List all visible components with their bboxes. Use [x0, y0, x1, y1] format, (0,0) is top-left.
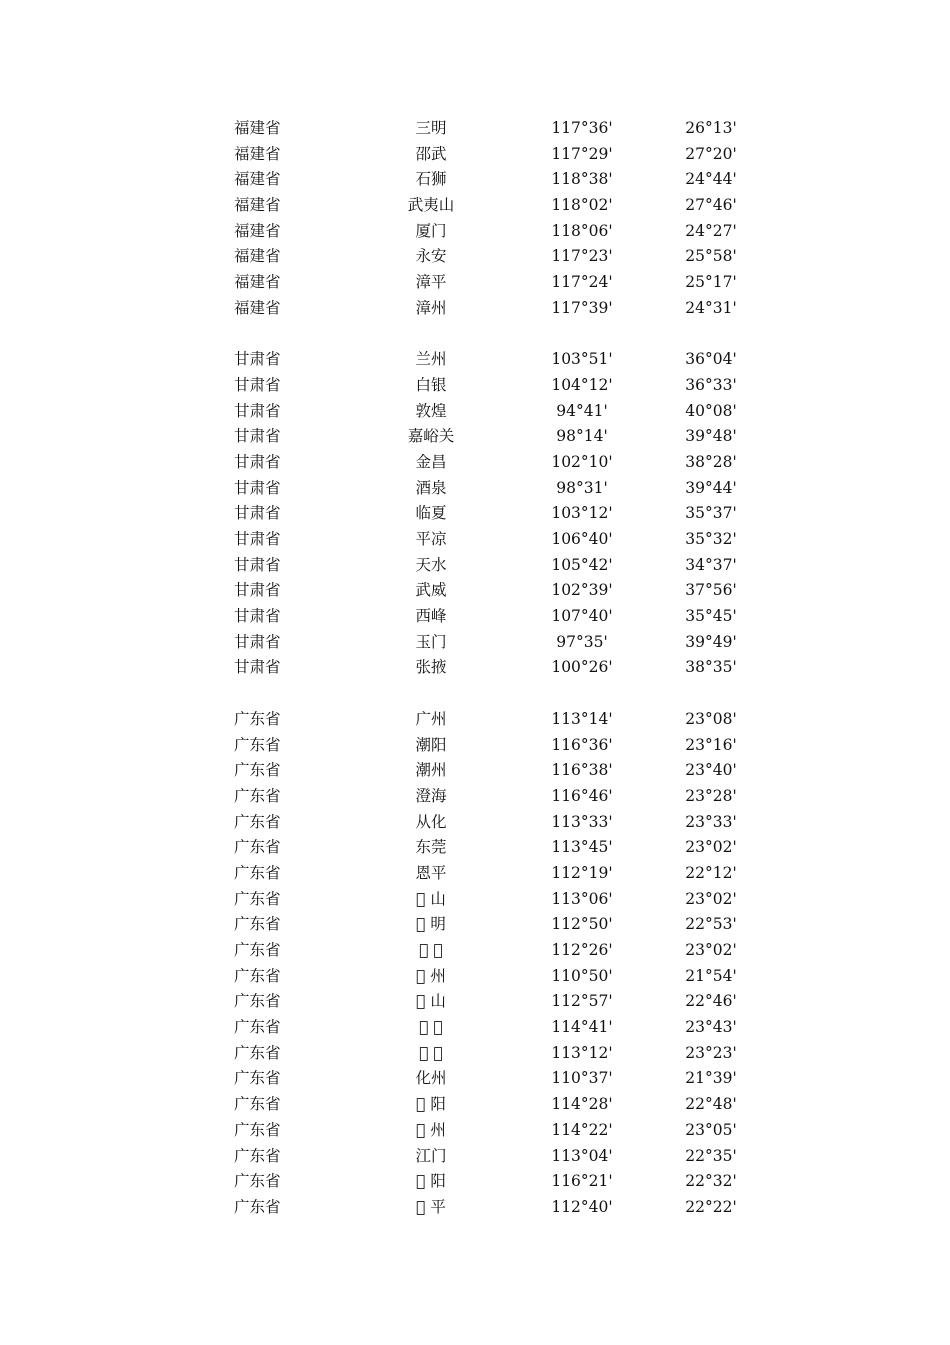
latitude-cell: 23°16' [685, 735, 737, 754]
latitude-cell: 39°49' [685, 632, 737, 651]
city-cell: 敦煌 [415, 401, 447, 420]
city-cell: 恩平 [415, 863, 447, 882]
table-row [0, 167, 950, 193]
province-cell: 福建省 [234, 221, 281, 240]
city-cell: 张掖 [415, 658, 447, 677]
table-row [0, 1144, 950, 1170]
longitude-cell: 114°22' [551, 1120, 613, 1139]
latitude-cell: 22°35' [685, 1146, 737, 1165]
table-row [0, 527, 950, 553]
table-row [0, 450, 950, 476]
city-cell: 临夏 [415, 504, 447, 523]
table-row [0, 476, 950, 502]
province-cell: 广东省 [234, 761, 281, 780]
province-cell: 福建省 [234, 196, 281, 215]
city-cell: 山 [423, 889, 439, 908]
city-coordinates-table [0, 116, 950, 1221]
longitude-cell: 117°36' [551, 119, 613, 137]
city-cell: 化州 [415, 1069, 447, 1088]
province-cell: 甘肃省 [234, 632, 281, 651]
latitude-cell: 23°40' [685, 761, 737, 780]
longitude-cell: 117°23' [551, 247, 613, 266]
province-cell: 广东省 [234, 915, 281, 934]
latitude-cell: 23°08' [685, 709, 737, 728]
longitude-cell: 94°41' [556, 401, 608, 420]
latitude-cell: 38°28' [685, 452, 737, 471]
province-cell: 广东省 [234, 941, 281, 959]
province-cell: 广东省 [234, 1146, 281, 1165]
latitude-cell: 37°56' [685, 581, 737, 600]
table-row [0, 244, 950, 270]
city-cell: 平 [423, 1197, 439, 1216]
latitude-cell: 21°54' [685, 966, 737, 985]
longitude-cell: 117°24' [551, 273, 613, 292]
province-cell: 广东省 [234, 838, 281, 857]
latitude-cell: 26°13' [685, 119, 737, 137]
longitude-cell: 106°40' [551, 530, 613, 548]
longitude-cell: 103°51' [551, 350, 613, 369]
city-cell: 酒泉 [415, 478, 447, 497]
table-row [0, 1092, 950, 1118]
city-cell: 永安 [415, 247, 447, 266]
latitude-cell: 35°37' [685, 504, 737, 523]
province-cell: 广东省 [234, 812, 281, 831]
latitude-cell: 25°58' [685, 247, 737, 266]
latitude-cell: 23°02' [685, 941, 737, 959]
city-cell: 天水 [415, 555, 447, 574]
table-row [0, 707, 950, 733]
longitude-cell: 113°04' [551, 1146, 613, 1165]
province-cell: 甘肃省 [234, 427, 281, 446]
table-row [0, 296, 950, 322]
city-cell: 山 [423, 992, 439, 1011]
province-cell: 广东省 [234, 1120, 281, 1139]
city-cell: 石狮 [415, 170, 447, 189]
longitude-cell: 112°50' [551, 915, 613, 934]
longitude-cell: 104°12' [551, 375, 613, 394]
table-row [0, 399, 950, 425]
province-cell: 甘肃省 [234, 530, 281, 548]
longitude-cell: 97°35' [556, 632, 608, 651]
city-cell: 潮州 [415, 761, 447, 780]
latitude-cell: 35°32' [685, 530, 737, 548]
longitude-cell: 98°14' [556, 427, 608, 446]
latitude-cell: 22°22' [685, 1197, 737, 1216]
table-row [0, 1169, 950, 1195]
table-row [0, 861, 950, 887]
longitude-cell: 113°45' [551, 838, 613, 857]
table-row [0, 578, 950, 604]
city-cell [381, 1041, 481, 1067]
table-row [0, 193, 950, 219]
province-cell: 甘肃省 [234, 555, 281, 574]
province-cell: 广东省 [234, 889, 281, 908]
latitude-cell: 22°48' [685, 1095, 737, 1114]
latitude-cell: 34°37' [685, 555, 737, 574]
longitude-cell: 116°46' [551, 786, 613, 805]
latitude-cell: 22°12' [685, 863, 737, 882]
city-cell: 澄海 [415, 786, 447, 805]
table-row [0, 270, 950, 296]
longitude-cell: 114°28' [551, 1095, 613, 1114]
longitude-cell: 117°29' [551, 144, 613, 163]
province-cell: 福建省 [234, 273, 281, 292]
city-cell: 玉门 [415, 632, 447, 651]
city-cell: 漳州 [415, 298, 447, 317]
province-cell: 广东省 [234, 1069, 281, 1088]
latitude-cell: 36°33' [685, 375, 737, 394]
province-cell: 广东省 [234, 863, 281, 882]
city-cell: 三明 [415, 119, 447, 137]
longitude-cell: 112°26' [551, 941, 613, 959]
city-cell: 州 [423, 966, 439, 985]
table-row [0, 835, 950, 861]
province-cell: 广东省 [234, 786, 281, 805]
table-row [0, 1118, 950, 1144]
province-cell: 广东省 [234, 966, 281, 985]
city-cell: 邵武 [415, 144, 447, 163]
province-cell: 福建省 [234, 247, 281, 266]
latitude-cell: 27°20' [685, 144, 737, 163]
province-cell: 甘肃省 [234, 581, 281, 600]
longitude-cell: 118°02' [551, 196, 613, 215]
table-row [0, 1041, 950, 1067]
province-cell: 甘肃省 [234, 350, 281, 369]
table-row [0, 758, 950, 784]
table-row [0, 219, 950, 245]
city-cell: 从化 [415, 812, 447, 831]
longitude-cell: 116°36' [551, 735, 613, 754]
longitude-cell: 100°26' [551, 658, 613, 677]
latitude-cell: 22°46' [685, 992, 737, 1011]
longitude-cell: 113°14' [551, 709, 613, 728]
section-spacer [0, 322, 950, 348]
longitude-cell: 102°10' [551, 452, 613, 471]
longitude-cell: 102°39' [551, 581, 613, 600]
latitude-cell: 23°43' [685, 1018, 737, 1037]
latitude-cell: 22°53' [685, 915, 737, 934]
table-row [0, 784, 950, 810]
longitude-cell: 117°39' [551, 298, 613, 317]
latitude-cell: 24°31' [685, 298, 737, 317]
table-row [0, 887, 950, 913]
longitude-cell: 107°40' [551, 607, 613, 626]
table-row [0, 630, 950, 656]
province-cell: 甘肃省 [234, 401, 281, 420]
province-cell: 福建省 [234, 298, 281, 317]
city-cell [381, 938, 481, 964]
longitude-cell: 105°42' [551, 555, 613, 574]
city-cell: 金昌 [415, 452, 447, 471]
city-cell: 白银 [415, 375, 447, 394]
longitude-cell: 113°12' [551, 1043, 613, 1062]
latitude-cell: 40°08' [685, 401, 737, 420]
city-cell: 嘉峪关 [407, 427, 455, 446]
longitude-cell: 112°57' [551, 992, 613, 1011]
province-cell: 甘肃省 [234, 504, 281, 523]
city-cell: 广州 [415, 709, 447, 728]
longitude-cell: 114°41' [551, 1018, 613, 1037]
longitude-cell: 116°38' [551, 761, 613, 780]
table-row [0, 142, 950, 168]
province-cell: 广东省 [234, 1172, 281, 1191]
latitude-cell: 22°32' [685, 1172, 737, 1191]
table-row [0, 938, 950, 964]
table-row [0, 501, 950, 527]
longitude-cell: 118°38' [551, 170, 613, 189]
longitude-cell: 112°40' [551, 1197, 613, 1216]
city-cell: 兰州 [415, 350, 447, 369]
city-cell: 潮阳 [415, 735, 447, 754]
city-cell [381, 1015, 481, 1041]
table-row [0, 373, 950, 399]
latitude-cell: 38°35' [685, 658, 737, 677]
table-row [0, 1195, 950, 1221]
table-row [0, 733, 950, 759]
province-cell: 广东省 [234, 1043, 281, 1062]
city-cell: 武威 [415, 581, 447, 600]
city-cell: 漳平 [415, 273, 447, 292]
province-cell: 福建省 [234, 170, 281, 189]
longitude-cell: 103°12' [551, 504, 613, 523]
table-row [0, 604, 950, 630]
longitude-cell: 98°31' [556, 478, 608, 497]
latitude-cell: 23°02' [685, 838, 737, 857]
table-row [0, 912, 950, 938]
city-cell: 阳 [423, 1172, 439, 1191]
table-row [0, 964, 950, 990]
province-cell: 广东省 [234, 1197, 281, 1216]
city-cell: 阳 [423, 1095, 439, 1114]
latitude-cell: 24°44' [685, 170, 737, 189]
latitude-cell: 23°23' [685, 1043, 737, 1062]
province-cell: 甘肃省 [234, 478, 281, 497]
latitude-cell: 24°27' [685, 221, 737, 240]
province-cell: 广东省 [234, 1095, 281, 1114]
latitude-cell: 23°05' [685, 1120, 737, 1139]
table-row [0, 116, 950, 142]
longitude-cell: 118°06' [551, 221, 613, 240]
table-row [0, 655, 950, 681]
city-cell: 平凉 [415, 530, 447, 548]
table-row [0, 989, 950, 1015]
latitude-cell: 25°17' [685, 273, 737, 292]
longitude-cell: 110°50' [551, 966, 613, 985]
longitude-cell: 110°37' [551, 1069, 613, 1088]
table-row [0, 347, 950, 373]
latitude-cell: 27°46' [685, 196, 737, 215]
province-cell: 广东省 [234, 992, 281, 1011]
province-cell: 广东省 [234, 735, 281, 754]
province-cell: 广东省 [234, 709, 281, 728]
latitude-cell: 39°48' [685, 427, 737, 446]
latitude-cell: 21°39' [685, 1069, 737, 1088]
longitude-cell: 112°19' [551, 863, 613, 882]
province-cell: 甘肃省 [234, 607, 281, 626]
latitude-cell: 23°33' [685, 812, 737, 831]
section-spacer [0, 681, 950, 707]
table-row [0, 1066, 950, 1092]
city-cell: 武夷山 [407, 196, 455, 215]
latitude-cell: 39°44' [685, 478, 737, 497]
table-row [0, 1015, 950, 1041]
city-cell: 西峰 [415, 607, 447, 626]
table-row [0, 424, 950, 450]
province-cell: 广东省 [234, 1018, 281, 1037]
province-cell: 甘肃省 [234, 452, 281, 471]
province-cell: 福建省 [234, 119, 281, 137]
province-cell: 甘肃省 [234, 658, 281, 677]
city-cell: 明 [423, 915, 439, 934]
latitude-cell: 36°04' [685, 350, 737, 369]
province-cell: 甘肃省 [234, 375, 281, 394]
latitude-cell: 23°28' [685, 786, 737, 805]
city-cell: 厦门 [415, 221, 447, 240]
province-cell: 福建省 [234, 144, 281, 163]
table-row [0, 810, 950, 836]
latitude-cell: 23°02' [685, 889, 737, 908]
city-cell: 东莞 [415, 838, 447, 857]
city-cell: 州 [423, 1120, 439, 1139]
latitude-cell: 35°45' [685, 607, 737, 626]
longitude-cell: 116°21' [551, 1172, 613, 1191]
city-cell: 江门 [415, 1146, 447, 1165]
table-row [0, 553, 950, 579]
longitude-cell: 113°06' [551, 889, 613, 908]
longitude-cell: 113°33' [551, 812, 613, 831]
